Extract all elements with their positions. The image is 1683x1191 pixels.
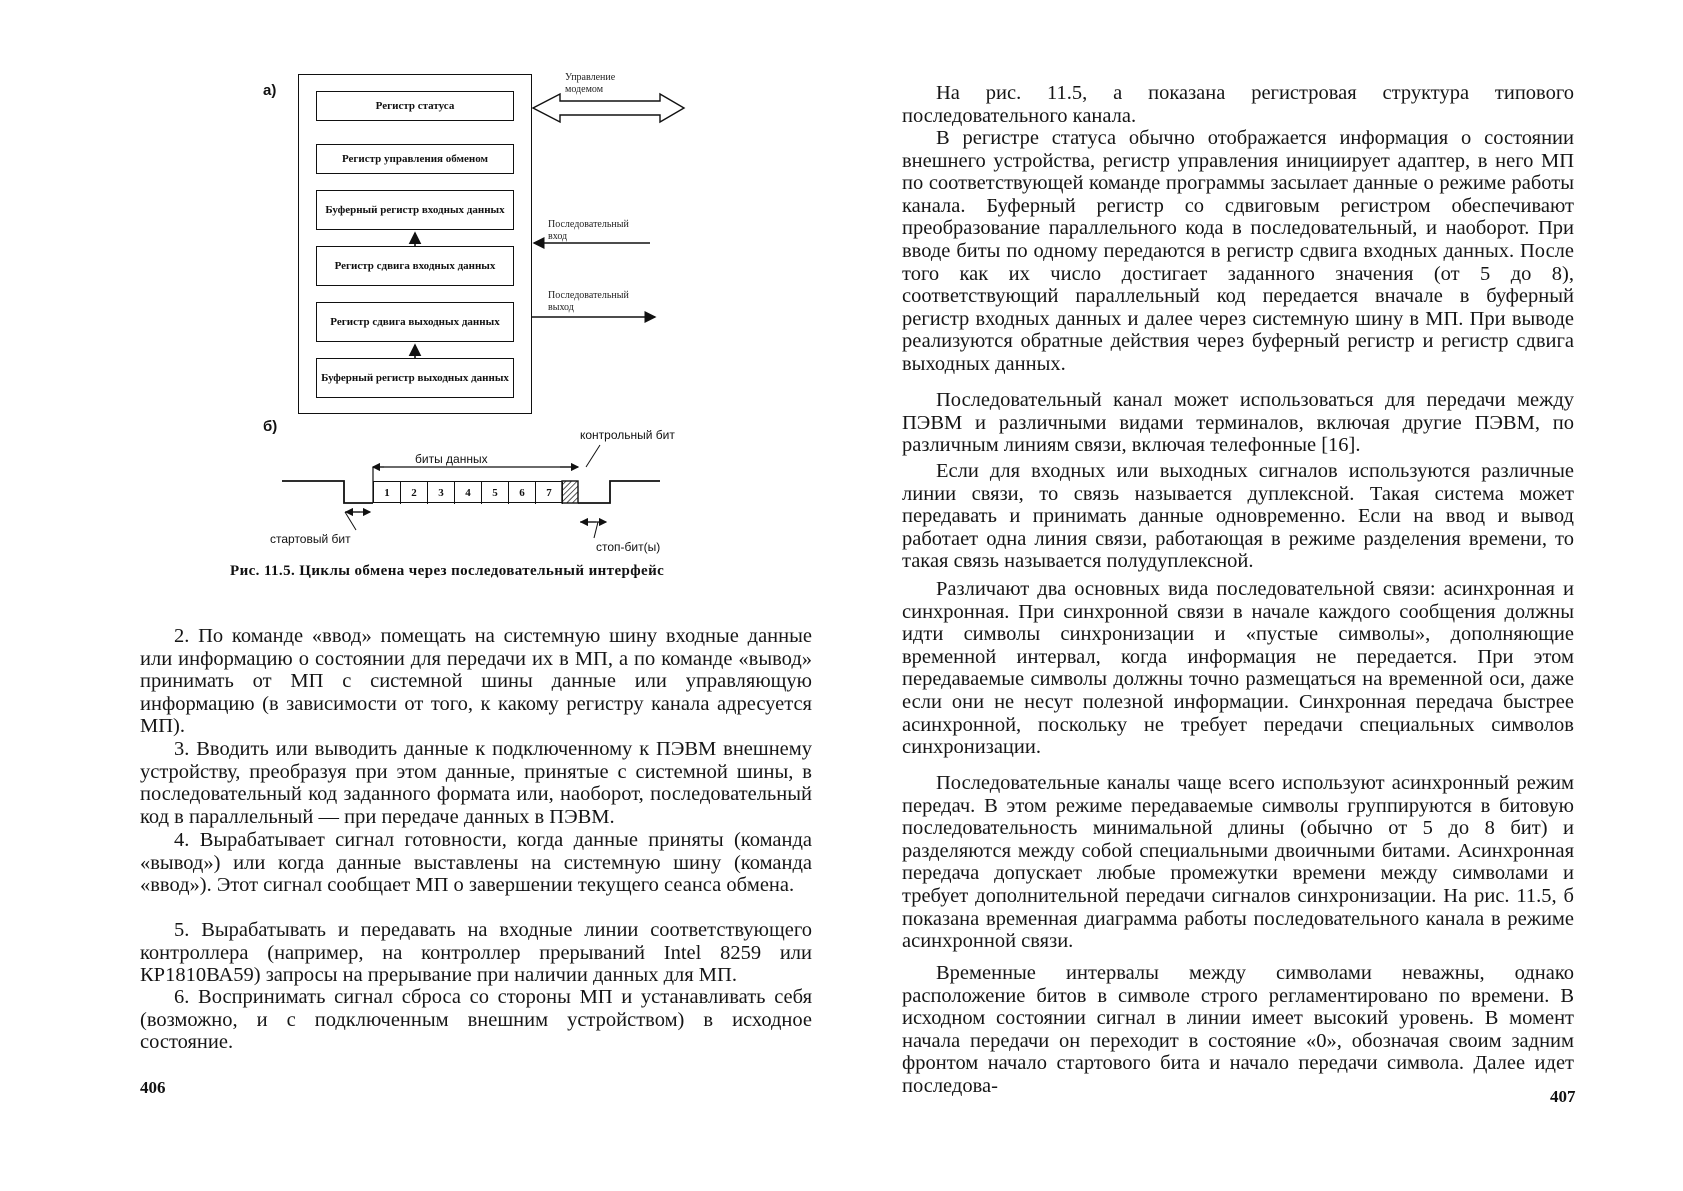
signal-stop (578, 481, 660, 503)
right-paragraph: На рис. 11.5, а показана регистровая структура типового последовательного канала. (902, 82, 1574, 127)
right-paragraph: Последовательные каналы чаще всего используют асинхронный режим передач. В этом режиме передаваемые символы группируются в битовую последовательность минимальной длины (обычно от 5 до 8 бит) и разделяются между собой специальными двоичными битами. Асинхронная передача допускает любые промежутки времени между символами и требует дополнительной передачи сигналов синхронизации. На рис. 11.5, б показана временная диаграмма работы последовательного канала в режиме асинхронной связи. (902, 772, 1574, 953)
left-paragraph: 3. Вводить или выводить данные к подключенному к ПЭВМ внешнему устройству, преобразуя при этом данные, принятые с системной шины, в последовательный код заданного формата или, наоборот, последовательный код в параллельный — при передаче данных в ПЭВМ. (140, 738, 812, 828)
figure-label-b: б) (263, 418, 278, 435)
right-page (842, 0, 1683, 1191)
right-page-number: 407 (1550, 1087, 1576, 1106)
left-paragraph: 2. По команде «ввод» помещать на системную шину входные данные или информацию о состоянии для передачи их в МП, а по команде «вывод» принимать от МП с системной шины данные или управляющую информацию (в зависимости от того, к какому регистру канала адресуется МП). (140, 625, 812, 738)
left-paragraph: 4. Вырабатывает сигнал готовности, когда данные приняты (команда «вывод») или когда данные выставлены на системную шину (команда «ввод»). Этот сигнал сообщает МП о завершении текущего сеанса обмена. (140, 829, 812, 897)
right-paragraph: Временные интервалы между символами неважны, однако расположение битов в символе строго регламентировано по времени. В исходном состоянии сигнал в линии имеет высокий уровень. В момент начала передачи он переходит в состояние «0», обозначая своим задним фронтом начало стартового бита и начало передачи символа. Далее идет последова- (902, 962, 1574, 1097)
modem-control-label: Управление модемом (565, 72, 616, 95)
register-input-shift: Регистр сдвига входных данных (316, 246, 514, 286)
bit-cell: 2 (401, 482, 428, 504)
signal-start (282, 481, 373, 503)
right-paragraph: Последовательный канал может использоваться для передачи между ПЭВМ и различными видами терминалов, включая другие ПЭВМ, по различным линиям связи, включая телефонные [16]. (902, 389, 1574, 457)
bit-cell: 6 (509, 482, 536, 504)
control-bit-cell (562, 481, 578, 503)
bit-cell: 7 (536, 482, 563, 504)
figure-label-a: а) (263, 82, 277, 99)
bit-cell: 1 (374, 482, 401, 504)
bit-cell: 4 (455, 482, 482, 504)
serial-input-label: Последовательный вход (548, 219, 629, 242)
register-output-buffer: Буферный регистр выходных данных (316, 358, 514, 398)
right-paragraph: В регистре статуса обычно отображается информация о состоянии внешнего устройства, регистр управления инициирует адаптер, в него МП по соответствующей команде программы засылает данные о режиме работы канала. Буферный регистр со сдвиговым регистром обеспечивают преобразование параллельного кода в последовательный, и наоборот. При вводе биты по одному передаются в регистр сдвига входных данных. После того как их число достигает заданного значения (от 5 до 8), соответствующий параллельный код передается вначале в буферный регистр входных данных и далее через системную шину в МП. При выводе реализуются обратные действия через буферный регистр и регистр сдвига выходных данных. (902, 127, 1574, 375)
data-bit-cells (373, 481, 562, 503)
stop-bits-label: стоп-бит(ы) (596, 540, 661, 554)
figure-caption: Рис. 11.5. Циклы обмена через последовательный интерфейс (230, 563, 665, 579)
right-paragraph: Если для входных или выходных сигналов используются различные линии связи, то связь называется дуплексной. Такая система может передавать и принимать данные одновременно. Если на ввод и вывод работает одна линия связи, работающая в режиме разделения времени, то такая связь называется полудуплексной. (902, 460, 1574, 573)
register-exchange-control: Регистр управления обменом (316, 144, 514, 174)
data-bits-label: биты данных (415, 452, 488, 466)
register-output-shift: Регистр сдвига выходных данных (316, 302, 514, 342)
control-bit-label: контрольный бит (580, 428, 675, 442)
right-paragraph: Различают два основных вида последовательной связи: асинхронная и синхронная. При синхронной связи в начале каждого сообщения должны идти символы синхронизации и «пустые символы», дополняющие временной интервал, когда информация не передается. При этом передаваемые символы должны точно размещаться на временной оси, даже если они не несут полезной информации. Синхронная передача быстрее асинхронной, поскольку не требует передачи специальных символов синхронизации. (902, 578, 1574, 759)
control-bit-pointer (586, 445, 600, 467)
left-paragraph: 6. Воспринимать сигнал сброса со стороны МП и устанавливать себя (возможно, и с подключенным внешним устройством) в исходное состояние. (140, 986, 812, 1054)
timing-diagram (0, 0, 842, 560)
serial-output-label: Последовательный выход (548, 290, 629, 313)
start-bit-label: стартовый бит (270, 532, 351, 546)
register-input-buffer: Буферный регистр входных данных (316, 190, 514, 230)
left-paragraph: 5. Вырабатывать и передавать на входные линии соответствующего контроллера (например, на контроллер прерываний Intel 8259 или КР1810ВА59) запросы на прерывание при наличии данных для МП. (140, 919, 812, 987)
bit-cell: 5 (482, 482, 509, 504)
left-page-number: 406 (140, 1078, 166, 1097)
register-status: Регистр статуса (316, 91, 514, 121)
bit-cell: 3 (428, 482, 455, 504)
